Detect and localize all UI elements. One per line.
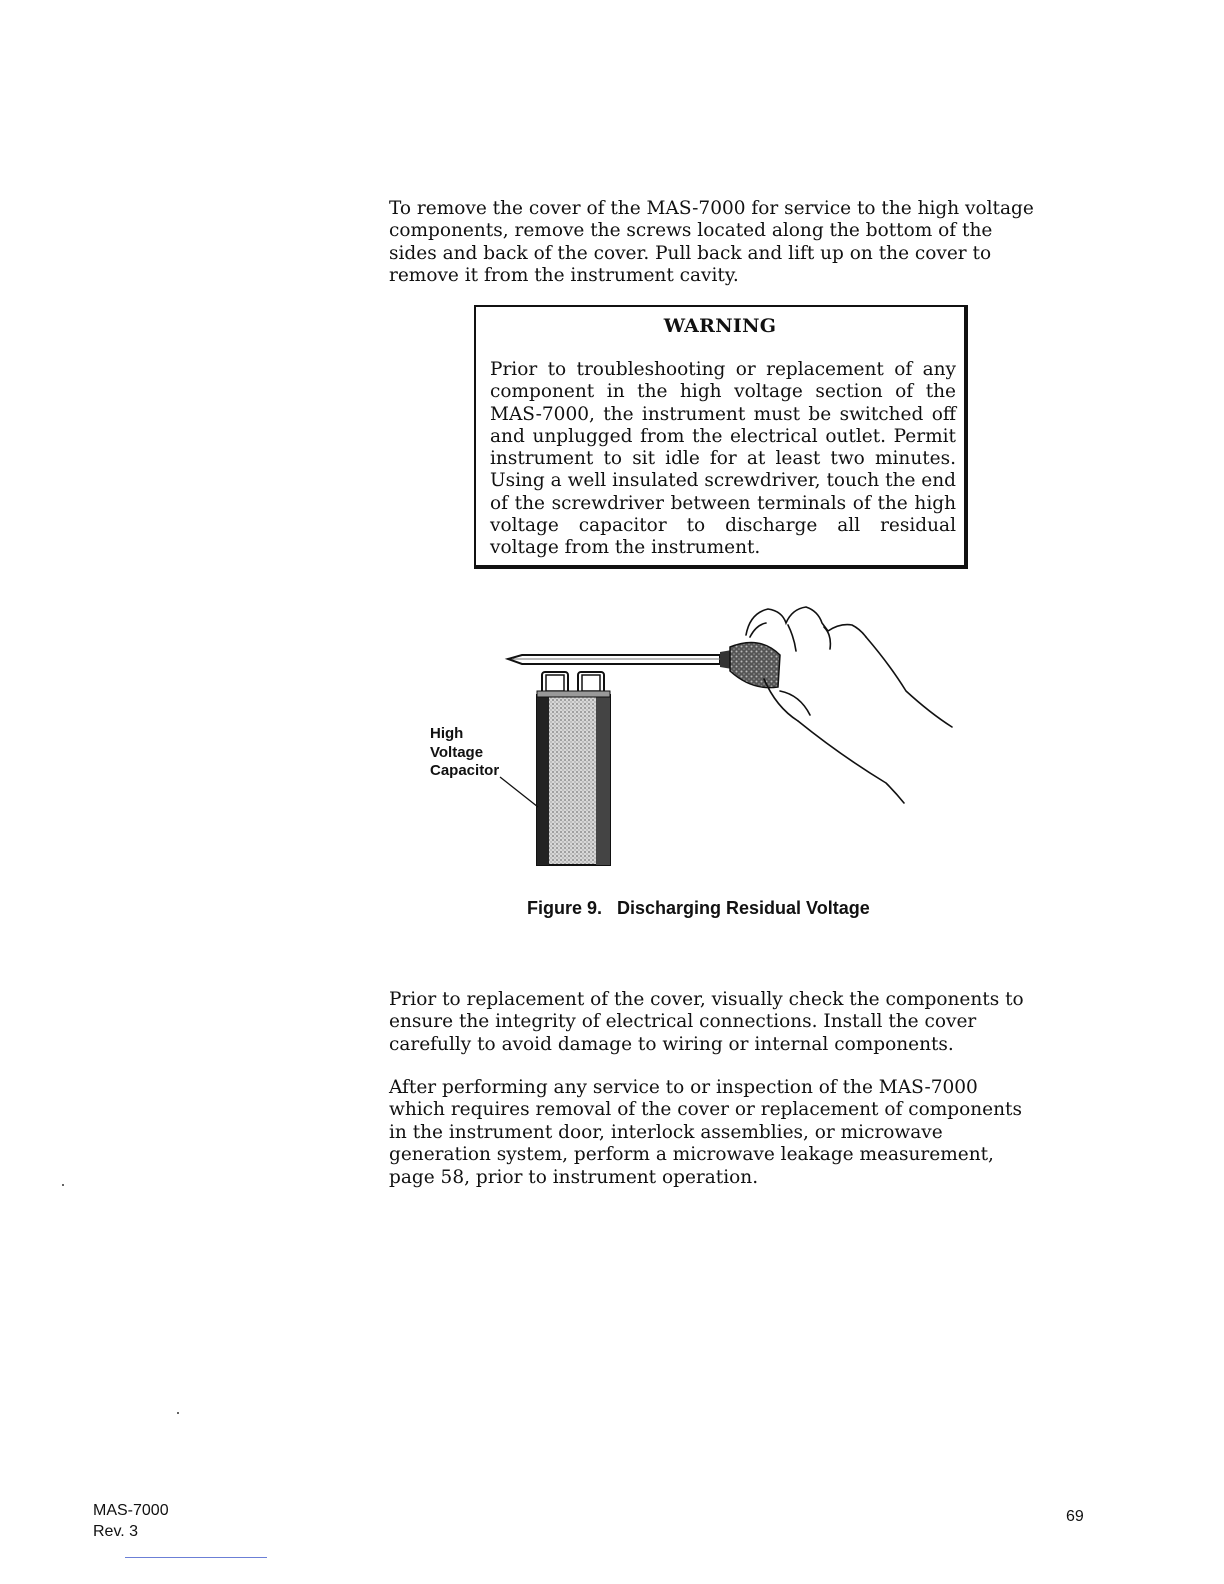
warning-title: WARNING (663, 315, 777, 337)
service-paragraph: After performing any service to or inspection of the MAS-7000 which requires removal of the cover or replacement of components in the instrument door, interlock assemblies, or microwave generation system, perform a microwave leakage measurement, page 58, prior to instrument operation. (389, 1077, 1022, 1188)
capacitor-label (430, 725, 499, 781)
footer-rule (125, 1557, 267, 1558)
scan-speck (62, 1184, 64, 1186)
replacement-paragraph: Prior to replacement of the cover, visually check the components to ensure the integrity of electrical connections. Install the cover carefully to avoid damage to wiring or internal components. (389, 989, 1024, 1055)
label-leader-line (500, 777, 538, 807)
intro-paragraph: To remove the cover of the MAS-7000 for service to the high voltage components, remove the screws located along the bottom of the sides and back of the cover. Pull back and lift up on the cover to remove it from the instrument cavity. (389, 198, 1034, 287)
footer-model: MAS-7000 (93, 1502, 169, 1519)
page-number: 69 (1066, 1508, 1084, 1525)
capacitor-label-line: Capacitor (430, 762, 500, 779)
scan-speck (177, 1412, 179, 1414)
warning-body: Prior to troubleshooting or replacement of any component in the high voltage section of the MAS-7000, the instrument must be switched off and unplugged from the electrical outlet. Permit instrument to sit idle for at least two minutes. Using a well insulated screwdriver, touch the end of the screwdriver between terminals of the high voltage capacitor to discharge all residual voltage from the instrument. (490, 359, 956, 559)
footer-revision: Rev. 3 (93, 1523, 139, 1540)
capacitor-body (537, 691, 610, 865)
capacitor-label-line: High (430, 725, 464, 742)
figure-caption: Figure 9. Discharging Residual Voltage (527, 898, 870, 918)
capacitor-label-line: Voltage (430, 743, 484, 761)
figure-discharging-voltage (400, 595, 980, 885)
warning-box (474, 305, 968, 569)
footer-document-id (93, 1500, 169, 1542)
hand-outline (746, 607, 952, 803)
